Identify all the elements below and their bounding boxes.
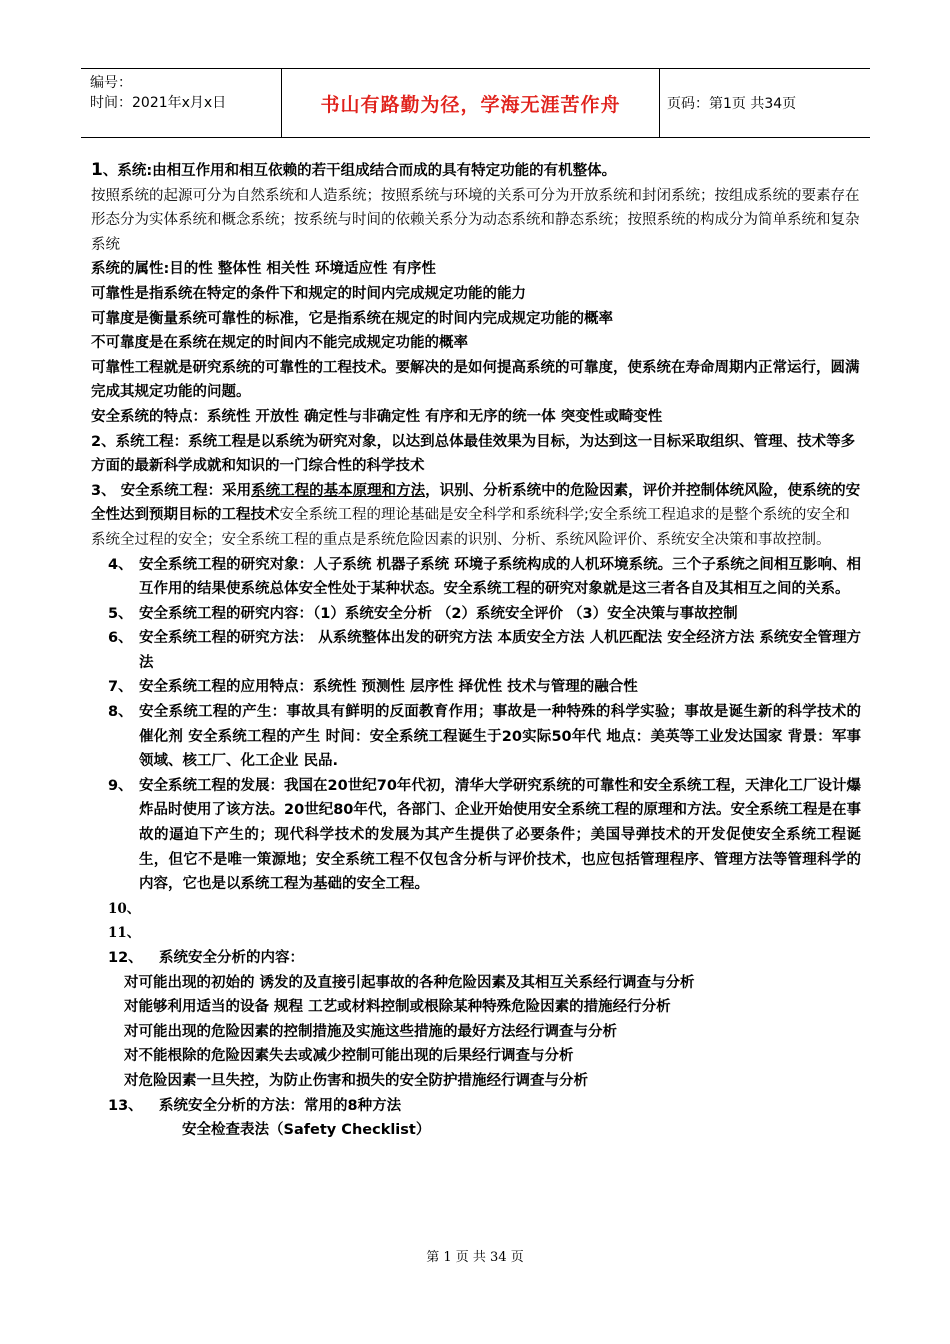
reliability-engineering: 可靠性工程就是研究系统的可靠性的工程技术。要解决的是如何提高系统的可靠度，使系统在寿命周期内正常运行，圆满完成其规定功能的问题。: [91, 359, 860, 401]
system-attributes: 系统的属性:目的性 整体性 相关性 环境适应性 有序性: [91, 261, 436, 278]
safety-system-features: 安全系统的特点：系统性 开放性 确定性与非确定性 有序和无序的统一体 突变性或畸变性: [91, 408, 663, 425]
section-13-number: 13、: [108, 1097, 143, 1114]
list-item: 7、 安全系统工程的应用特点：系统性 预测性 层序性 择优性 技术与管理的融合性: [108, 679, 638, 696]
unreliability-definition: 不可靠度是在系统在规定的时间内不能完成规定功能的概率: [91, 335, 468, 352]
section-1-text: 按照系统的起源可分为自然系统和人造系统；按照系统与环境的关系可分为开放系统和封闭系统；按组成系统的要素存在形态分为实体系统和概念系统；按系统与时间的依赖关系分为动态系统和静态系统；按照系统的构成分为简单系统和复杂系统: [91, 187, 860, 253]
list-item: 对不能根除的危险因素失去或减少控制可能出现的后果经行调查与分析: [124, 1048, 574, 1065]
section-13-title: 系统安全分析的方法：常用的8种方法: [159, 1097, 402, 1114]
reliability-degree-definition: 可靠度是衡量系统可靠性的标准，它是指系统在规定的时间内完成规定功能的概率: [91, 310, 613, 327]
numbered-list: [91, 553, 861, 897]
list-item: 对能够利用适当的设备 规程 工艺或材料控制或根除某种特殊危险因素的措施经行分析: [124, 999, 671, 1016]
section-10: 10、: [108, 900, 141, 917]
list-item: 5、 安全系统工程的研究内容：（1）系统安全分析 （2）系统安全评价 （3）安全决策与事故控制: [108, 605, 738, 622]
section-3: 3、 安全系统工程：采用系统工程的基本原理和方法，识别、分析系统中的危险因素，评价并控制体统风险，使系统的安全性达到预期目标的工程技术安全系统工程的理论基础是安全科学和系统科学;安全系统工程追求的是整个系统的安全和系统全过程的安全；安全系统工程的重点是系统危险因素的识别、分析、系统风险评价、系统安全决策和事故控制。: [91, 482, 861, 548]
section-13-subitem: 安全检查表法（Safety Checklist）: [182, 1122, 431, 1139]
header-meta: [90, 73, 226, 113]
list-item: 对危险因素一旦失控，为防止伤害和损失的安全防护措施经行调查与分析: [124, 1072, 588, 1089]
list-item: 9、 安全系统工程的发展：我国在20世纪70年代初，清华大学研究系统的可靠性和安全系统工程，天津化工厂设计爆炸品时使用了该方法。20世纪80年代，各部门、企业开始使用安全系统工程的原理和方法。安全系统工程是在事故的逼迫下产生的；现代科学技术的发展为其产生提供了必要条件；美国导弹技术的开发促使安全系统工程诞生，但它不是唯一策源地；安全系统工程不仅包含分析与评价技术，也应包括管理程序、管理方法等管理科学的内容，它也是以系统工程为基础的安全工程。: [108, 777, 861, 893]
section-1-title: 1、系统:由相互作用和相互依赖的若干组成结合而成的具有特定功能的有机整体。: [91, 160, 617, 180]
document-body: [91, 158, 861, 1143]
list-item: 6、 安全系统工程的研究方法： 从系统整体出发的研究方法 本质安全方法 人机匹配法 安全经济方法 系统安全管理方法: [108, 630, 861, 671]
section-12: [91, 946, 861, 971]
section-13: [91, 1094, 861, 1119]
list-item: 4、 安全系统工程的研究对象：人子系统 机器子系统 环境子系统构成的人机环境系统。三个子系统之间相互影响、相互作用的结果使系统总体安全性处于某种状态。安全系统工程的研究对象就是这三者各自及其相互之间的关系。: [108, 556, 861, 598]
section-12-title: 系统安全分析的内容：: [159, 950, 304, 966]
section-12-items: [91, 971, 861, 1094]
page-header: [81, 68, 870, 138]
header-motto: 书山有路勤为径，学海无涯苦作舟: [320, 93, 621, 116]
page-footer: 第 1 页 共 34 页: [426, 1250, 524, 1265]
reliability-definition: 可靠性是指系统在特定的条件下和规定的时间内完成规定功能的能力: [91, 285, 526, 302]
list-item: 8、 安全系统工程的产生：事故具有鲜明的反面教育作用；事故是一种特殊的科学实验；事故是诞生新的科学技术的催化剂 安全系统工程的产生 时间：安全系统工程诞生于20实际50年代 地点：美英等工业发达国家 背景：军事领域、核工厂、化工企业 民品.: [108, 704, 861, 770]
section-12-number: 12、: [108, 950, 143, 966]
document-date: 时间：2021年x月x日: [90, 95, 227, 111]
section-11: 11、: [108, 925, 141, 942]
document-number-label: 编号：: [90, 75, 132, 91]
header-page-info: 页码：第1页 共34页: [667, 96, 797, 112]
header-divider: [659, 69, 660, 137]
list-item: 对可能出现的初始的 诱发的及直接引起事故的各种危险因素及其相互关系经行调查与分析: [124, 974, 695, 991]
section-2: 2、系统工程：系统工程是以系统为研究对象，以达到总体最佳效果为目标，为达到这一目标采取组织、管理、技术等多方面的最新科学成就和知识的一门综合性的科学技术: [91, 433, 856, 475]
list-item: 对可能出现的危险因素的控制措施及实施这些措施的最好方法经行调查与分析: [124, 1023, 617, 1040]
